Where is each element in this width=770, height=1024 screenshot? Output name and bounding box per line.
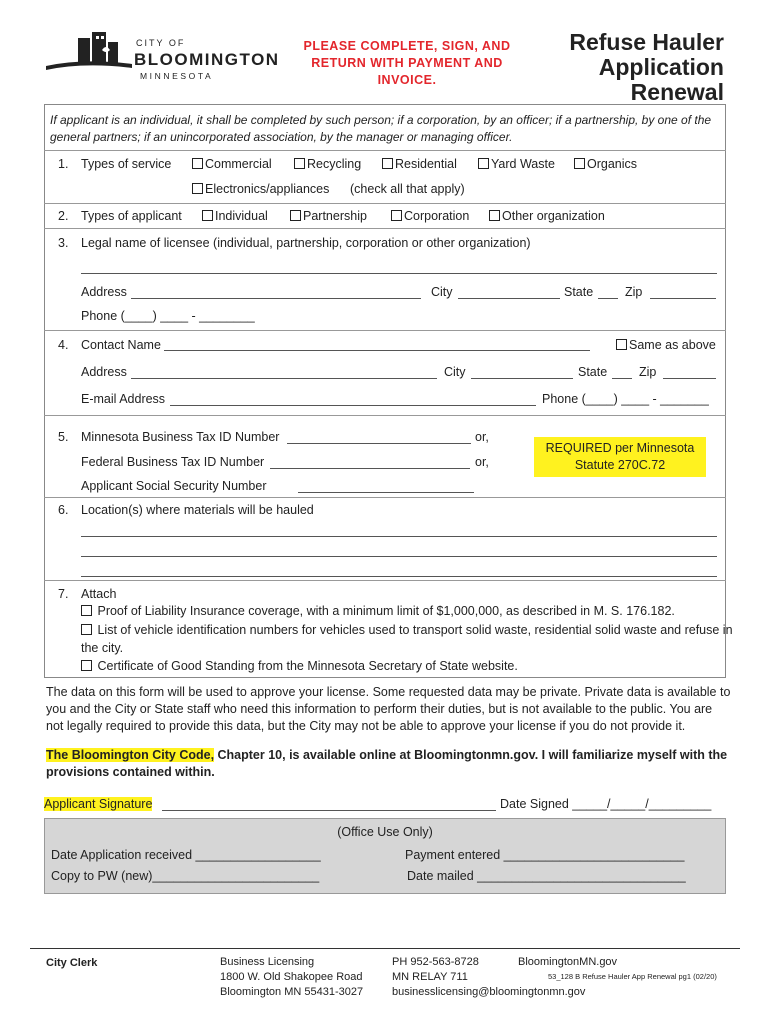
q1-number: 1. [58,157,69,171]
logo-state: MINNESOTA [140,71,214,81]
checkbox-liability-insurance[interactable] [81,604,675,618]
city-code-statement [46,747,732,781]
checkbox-icon[interactable] [294,158,305,169]
footer-phone: PH 952-563-8728 [392,956,479,968]
footer-email[interactable]: businesslicensing@bloomingtonmn.gov [392,986,586,998]
location-field-3[interactable] [81,576,717,577]
checkbox-icon[interactable] [192,158,203,169]
footer-website[interactable]: BloomingtonMN.gov [518,956,618,968]
footer-form-id: 53_128 B Refuse Hauler App Renewal pg1 (02/20) [548,972,717,981]
q7-label: Attach [81,587,117,601]
ssn-field[interactable] [298,492,474,493]
option-label: Same as above [629,338,716,352]
logo-city-of: CITY OF [136,38,186,48]
city-code-highlight: The Bloomington City Code, [46,748,215,762]
checkbox-electronics[interactable] [192,182,329,196]
payment-entered-field[interactable]: Payment entered __________________________ [405,848,685,862]
footer-city-clerk: City Clerk [46,957,98,969]
q4-city-field[interactable] [471,378,573,379]
q4-city-label: City [444,365,466,379]
attach-item-label: Certificate of Good Standing from the Minnesota Secretary of State website. [97,659,518,673]
q6-number: 6. [58,503,69,517]
q1-label: Types of service [81,157,172,171]
q3-phone-field[interactable]: Phone (____) ____ - ________ [81,309,255,323]
q3-city-field[interactable] [458,298,560,299]
option-label: Yard Waste [491,157,555,171]
checkbox-icon[interactable] [192,183,203,194]
office-use-title: (Office Use Only) [337,825,433,839]
option-label: Other organization [502,209,605,223]
attach-item-label: List of vehicle identification numbers for vehicles used to transport solid waste, residential solid waste and refuse in [97,623,733,637]
checkbox-icon[interactable] [81,624,92,635]
option-label: Electronics/appliances [205,182,330,196]
q2-number: 2. [58,209,69,223]
location-field-1[interactable] [81,536,717,537]
checkbox-individual[interactable] [202,209,268,223]
checkbox-icon[interactable] [574,158,585,169]
q3-label: Legal name of licensee (individual, partnership, corporation or other organization) [81,236,531,250]
footer-street: 1800 W. Old Shakopee Road [220,971,363,983]
q3-address-label: Address [81,285,127,299]
or-label: or, [475,430,489,444]
divider [44,580,726,581]
q3-state-field[interactable] [598,298,618,299]
q4-email-field[interactable] [170,405,536,406]
option-label: Commercial [205,157,272,171]
q3-zip-label: Zip [625,285,643,299]
option-label: Recycling [307,157,362,171]
city-logo [44,28,280,88]
checkbox-same-as-above[interactable] [616,338,716,352]
q4-zip-label: Zip [639,365,657,379]
q3-state-label: State [564,285,594,299]
option-label: Corporation [404,209,470,223]
checkbox-vehicle-ids[interactable] [81,623,733,637]
footer-dept: Business Licensing [220,956,315,968]
contact-name-field[interactable] [164,350,590,351]
title-line-2: Application [598,54,724,80]
divider [44,330,726,331]
footer-citystate: Bloomington MN 55431-3027 [220,986,364,998]
divider [44,415,726,416]
checkbox-good-standing[interactable] [81,659,518,673]
date-signed-field[interactable]: Date Signed _____/_____/_________ [500,797,712,811]
mn-tax-id-field[interactable] [287,443,471,444]
q3-number: 3. [58,236,69,250]
checkbox-icon[interactable] [81,660,92,671]
checkbox-icon[interactable] [489,210,500,221]
signature-field[interactable] [162,810,496,811]
option-label: Organics [587,157,638,171]
skyline-logo-icon [44,28,134,88]
signature-label-text: Applicant Signature [44,797,153,811]
office-use-box [44,818,726,894]
divider [44,497,726,498]
checkbox-organics[interactable] [574,157,637,171]
q4-address-field[interactable] [131,378,437,379]
q4-state-field[interactable] [612,378,632,379]
q3-zip-field[interactable] [650,298,716,299]
return-notice: PLEASE COMPLETE, SIGN, AND RETURN WITH PAYMENT AND INVOICE. [303,39,511,87]
title-line-3: Renewal [630,79,724,105]
divider [44,228,726,229]
required-statute-note: REQUIRED per Minnesota Statute 270C.72 [534,437,706,477]
legal-name-field[interactable] [81,273,717,274]
intro-instructions: If applicant is an individual, it shall be completed by such person; if a corporation, by an officer; if a partnership, by one of the general partners; if an unincorporated association, by the manager or managing officer. [50,113,712,144]
checkbox-icon[interactable] [382,158,393,169]
signature-label [44,797,152,811]
fed-tax-id-field[interactable] [270,468,470,469]
title-line-1: Refuse Hauler [569,29,724,55]
q4-label: Contact Name [81,338,161,352]
q4-phone-field[interactable]: Phone (____) ____ - _______ [542,392,709,406]
checkbox-icon[interactable] [616,339,627,350]
q4-address-label: Address [81,365,127,379]
q5-number: 5. [58,430,69,444]
footer-relay: MN RELAY 711 [392,971,468,983]
q3-city-label: City [431,285,453,299]
mn-tax-id-label: Minnesota Business Tax ID Number [81,430,280,444]
checkbox-icon[interactable] [202,210,213,221]
q4-zip-field[interactable] [663,378,716,379]
ssn-label: Applicant Social Security Number [81,479,267,493]
q4-email-label: E-mail Address [81,392,166,406]
attach-item-label: Proof of Liability Insurance coverage, with a minimum limit of $1,000,000, as described in M. S. 176.182. [97,604,675,618]
option-label: Partnership [303,209,367,223]
checkbox-commercial[interactable] [192,157,272,171]
checkbox-residential[interactable] [382,157,457,171]
checkbox-corporation[interactable] [391,209,469,223]
divider [44,203,726,204]
checkbox-icon[interactable] [290,210,301,221]
location-field-2[interactable] [81,556,717,557]
q1-note: (check all that apply) [350,182,465,196]
checkbox-icon[interactable] [391,210,402,221]
footer-divider [30,948,740,949]
date-received-field[interactable]: Date Application received __________________ [51,848,321,862]
form-title [540,30,724,105]
fed-tax-id-label: Federal Business Tax ID Number [81,455,265,469]
q4-state-label: State [578,365,608,379]
checkbox-recycling[interactable] [294,157,361,171]
copy-to-pw-field[interactable]: Copy to PW (new)________________________ [51,869,320,883]
option-label: Residential [395,157,457,171]
q3-address-field[interactable] [131,298,421,299]
date-mailed-field[interactable]: Date mailed ______________________________ [407,869,686,883]
q6-label: Location(s) where materials will be hauled [81,503,314,517]
option-label: Individual [215,209,268,223]
checkbox-other-organization[interactable] [489,209,605,223]
footer-address [220,955,363,1000]
attach-item-continuation: the city. [81,641,124,655]
checkbox-yard-waste[interactable] [478,157,555,171]
logo-city-name: BLOOMINGTON [134,50,280,69]
city-code-text: Chapter 10, is available online at Bloomingtonmn.gov. I will familiarize myself with the provisions contained within. [46,748,728,779]
divider [44,150,726,151]
q2-label: Types of applicant [81,209,182,223]
checkbox-partnership[interactable] [290,209,367,223]
q7-number: 7. [58,587,69,601]
q4-number: 4. [58,338,69,352]
privacy-notice: The data on this form will be used to approve your license. Some requested data may be private. Private data is available to you and the City or State staff who need this information to perform their duties, but is not available to the public. You are not legally required to provide this data, but the City may not be able to approve your license if you do not provide it. [46,685,731,733]
checkbox-icon[interactable] [478,158,489,169]
or-label: or, [475,455,489,469]
checkbox-icon[interactable] [81,605,92,616]
